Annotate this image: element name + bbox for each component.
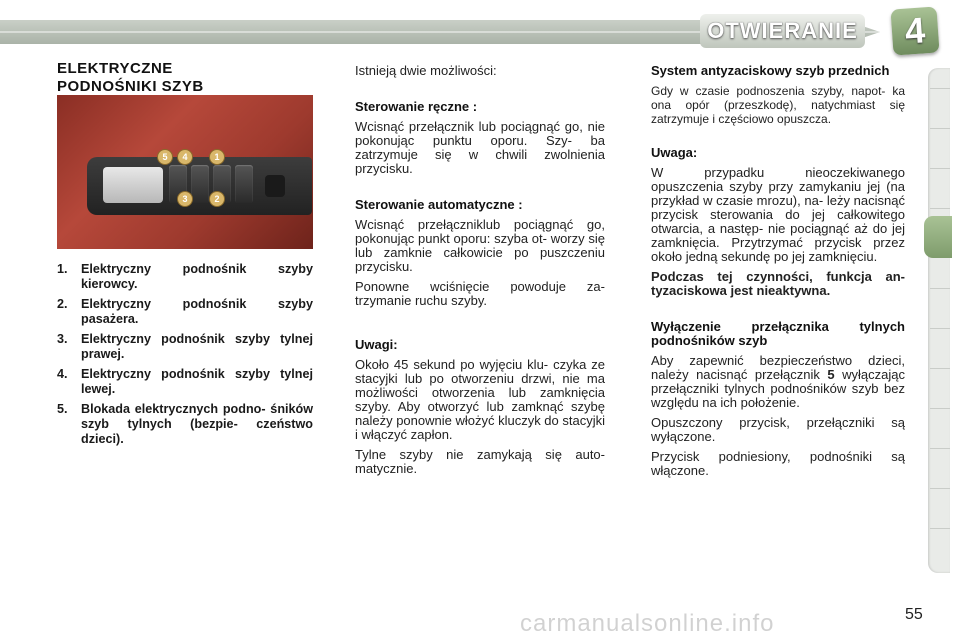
photo-label-2: 2 [209,191,225,207]
right-column [651,64,905,484]
note-warning-text: Podczas tej czynności, funkcja an- tyzaciskowa jest nieaktywna. [651,269,905,298]
watermark: carmanualsonline.info [520,610,775,637]
tab-divider [930,88,950,89]
rear-lockout-heading: Wyłączenie przełącznika tylnych podnośników szyb [651,319,905,348]
rear-lockout-text: Aby zapewnić bezpieczeństwo dzieci, należy nacisnąć przełącznik 5 wyłączając przełączniki tylnych podnośników szyb bez względu na ich położenie. [651,353,905,410]
rear-lockout-text-2: Opuszczony przycisk, przełączniki są wyłączone. [651,415,905,444]
legend-item: 3. Elektryczny podnośnik szyby tylnej prawej. [57,332,313,361]
legend-item: 4. Elektryczny podnośnik szyby tylnej lewej. [57,367,313,396]
mirror-knob [265,175,285,197]
tab-divider [930,328,950,329]
window-switch-panel-photo [57,95,313,249]
door-handle-pad [103,167,163,203]
section-title [57,60,287,96]
auto-control-heading: Sterowanie automatyczne : [355,197,523,212]
auto-control-text: Wcisnąć przełączniklub pociągnąć go, pokonując punkt oporu: szyba ot- worzy się lub zamknie całkowicie po puszczeniu przycisku. [355,217,605,274]
auto-control-text-2: Ponowne wciśnięcie powoduje za- trzymanie ruchu szyby. [355,279,605,308]
photo-label-1: 1 [209,149,225,165]
section-title-line2: PODNOŚNIKI SZYB [57,78,204,95]
legend-item: 5. Blokada elektrycznych podno- śników szyb tylnych (bezpie- czeństwo dzieci). [57,402,313,446]
tab-divider [930,208,950,209]
chapter-tab-strip [928,68,950,573]
tab-divider [930,488,950,489]
active-chapter-tab [924,216,952,258]
tab-divider [930,408,950,409]
window-switch [191,165,209,203]
note-text: W przypadku nieoczekiwanego opuszczenia szyby przy zamykaniu jej (na przykład w czasie mrozu), na- leży nacisnąć przycisk sterowania do jej całkowitego otwarcia, a następ- nie pociągnąć aż do jej zamknięcia. Przytrzymać przycisk przez około jedną sekundę po jej zamknięciu. [651,165,905,264]
photo-label-3: 3 [177,191,193,207]
manual-control-heading: Sterowanie ręczne : [355,99,478,114]
notes-text: Około 45 sekund po wyjęciu klu- czyka ze stacyjki lub po otworzeniu drzwi, nie ma możliwości otworzenia lub zamknięcia szyby. Aby otworzyć lub zamknąć szybę należy ponownie włożyć kluczyk do stacyjki i włączyć zapłon. [355,357,605,442]
tab-divider [930,288,950,289]
middle-column [355,64,605,482]
rear-lockout-text-3: Przycisk podniesiony, podnośniki są włączone. [651,449,905,478]
photo-label-4: 4 [177,149,193,165]
photo-legend [57,262,313,452]
tab-divider [930,368,950,369]
chapter-number-badge: 4 [890,6,939,55]
chapter-header [0,9,960,52]
photo-label-5: 5 [157,149,173,165]
legend-item: 1. Elektryczny podnośnik szyby kierowcy. [57,262,313,291]
legend-item: 2. Elektryczny podnośnik szyby pasażera. [57,297,313,326]
section-title-line1: ELEKTRYCZNE [57,60,173,77]
chapter-title: OTWIERANIE [700,14,865,48]
notes-text-2: Tylne szyby nie zamykają się auto- matycznie. [355,447,605,476]
tab-divider [930,528,950,529]
tab-divider [930,168,950,169]
antipinch-heading: System antyzaciskowy szyb przednich [651,63,890,78]
tab-divider [930,448,950,449]
manual-control-text: Wcisnąć przełącznik lub pociągnąć go, nie pokonując punktu oporu. Szy- ba zatrzymuje się w chwili zwolnienia przycisku. [355,119,605,176]
antipinch-text: Gdy w czasie podnoszenia szyby, napot- ka ona opór (przeszkodę), natychmiast się zatrzymuje i częściowo opuszcza. [651,84,905,126]
notes-heading: Uwagi: [355,337,398,352]
intro-text: Istnieją dwie możliwości: [355,63,497,78]
note-heading: Uwaga: [651,145,698,160]
tab-divider [930,128,950,129]
window-switch [235,165,253,203]
page-number: 55 [905,606,923,623]
